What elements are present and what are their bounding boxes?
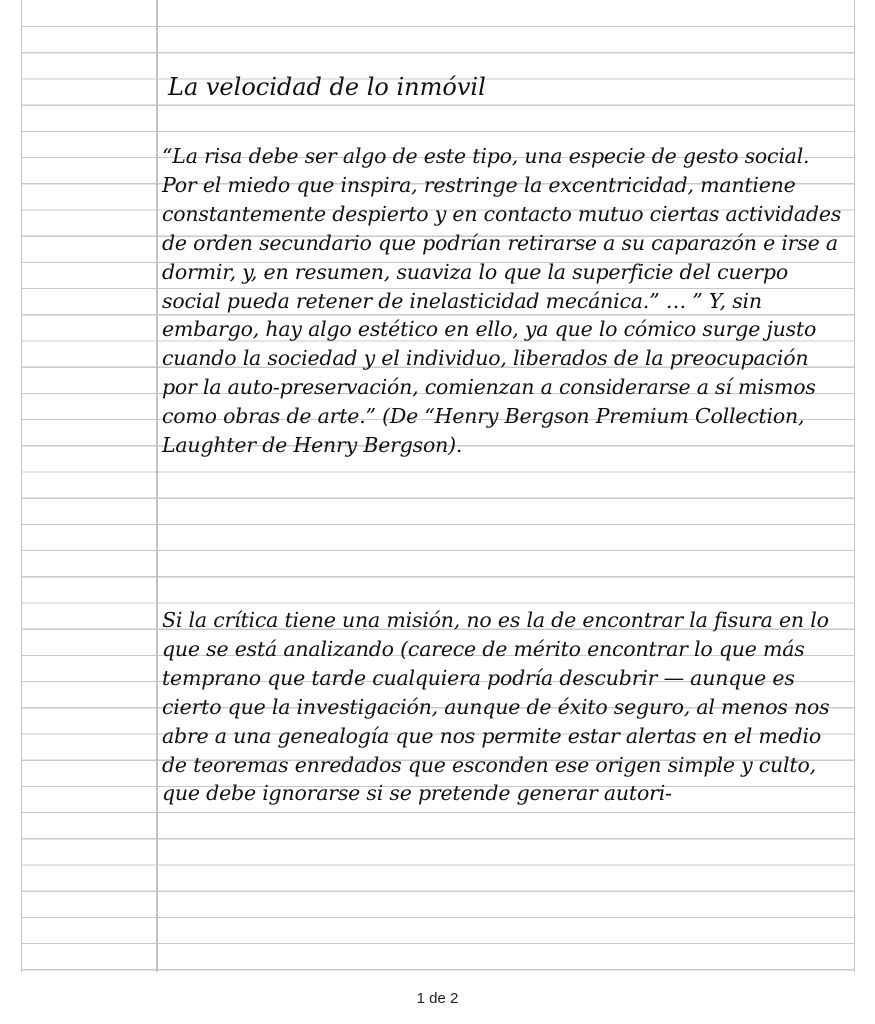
page-right-edge (854, 0, 855, 972)
page-indicator: 1 de 2 (416, 990, 459, 1007)
paragraph-quote: “La risa debe ser algo de este tipo, una especie de gesto social. Por el miedo que inspira, restringe la excentricidad, mantiene constantemente despierto y en contacto mutuo ciertas actividades de orden secundario que podrían retirarse a su caparazón e irse a dormir, y, en resumen, suaviza lo que la superficie del cuerpo social pueda retener de inelasticidad mecánica.” … ” Y, sin embargo, hay algo estético en ello, ya que lo cómico surge justo cuando la sociedad y el individuo, liberados de la preocupación por la auto-preservación, comienzan a considerarse a sí mismos como obras de arte.” (De “Henry Bergson Premium Collection, Laughter de Henry Bergson). (162, 144, 842, 458)
page-title: La velocidad de lo inmóvil (168, 73, 486, 101)
margin-line (156, 0, 158, 972)
notebook-page (22, 0, 854, 972)
page-left-edge (21, 0, 22, 972)
paragraph-critique: Si la crítica tiene una misión, no es la de encontrar la fisura en lo que se está analizando (carece de mérito encontrar lo que más temprano que tarde cualquiera podría descubrir — aunque es cierto que la investigación, aunque de éxito seguro, al menos nos abre a una genealogía que nos permite estar alertas en el medio de teoremas enredados que esconden ese origen simple y culto, que debe ignorarse si se pretende generar autori- (162, 608, 830, 806)
